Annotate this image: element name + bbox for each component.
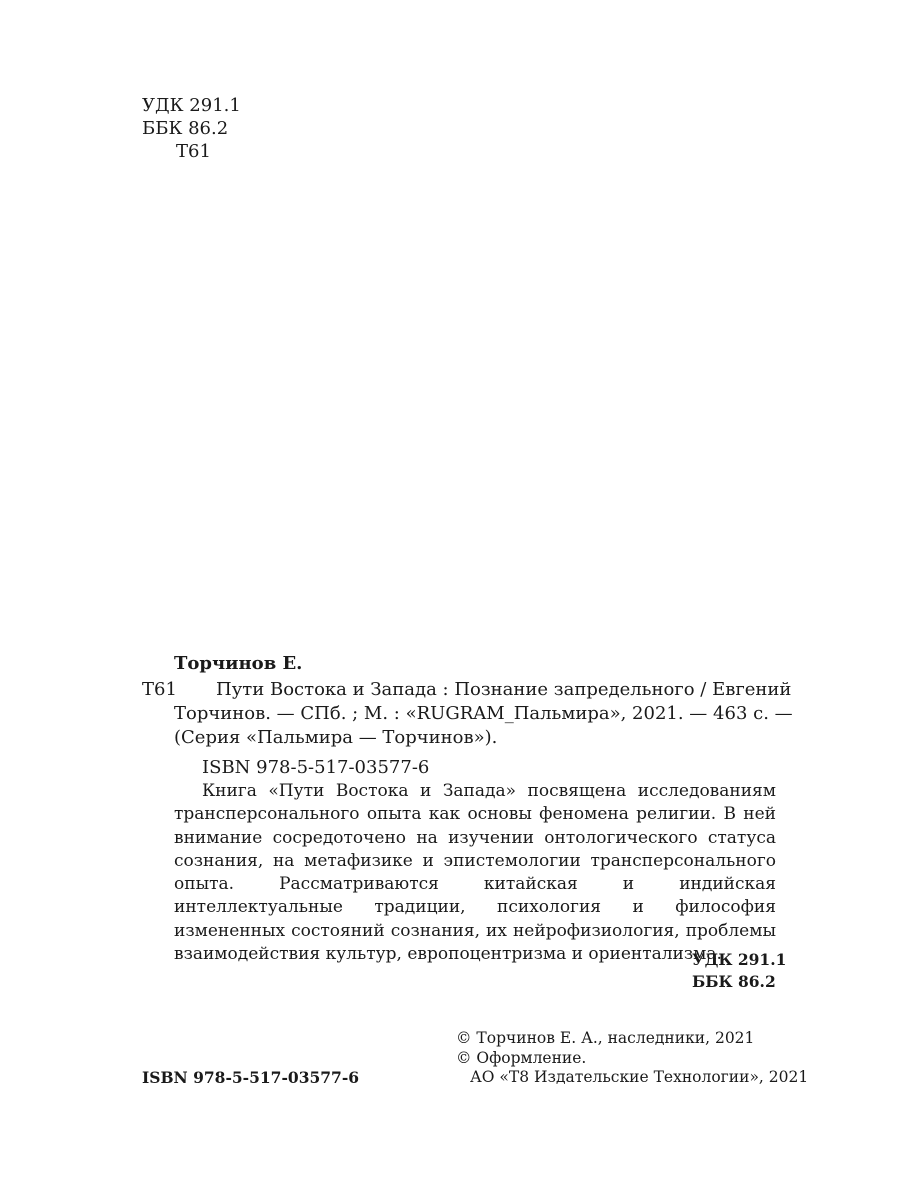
record-isbn: ISBN 978-5-517-03577-6 <box>202 757 430 778</box>
record-title-line-3: (Серия «Пальмира — Торчинов»). <box>174 727 498 748</box>
record-title-line-1: Пути Востока и Запада : Познание запредельного / Евгений <box>216 679 792 700</box>
footer-isbn: ISBN 978-5-517-03577-6 <box>142 1068 360 1087</box>
bbk-code-bottom: ББК 86.2 <box>692 972 776 991</box>
udk-code-top: УДК 291.1 <box>142 95 241 116</box>
udk-code-bottom: УДК 291.1 <box>692 950 787 969</box>
author-mark-top: Т61 <box>176 141 211 162</box>
copyright-author: © Торчинов Е. А., наследники, 2021 <box>456 1029 755 1047</box>
copyright-design: © Оформление. <box>456 1049 587 1067</box>
bbk-code-top: ББК 86.2 <box>142 118 229 139</box>
copyright-publisher: АО «Т8 Издательские Технологии», 2021 <box>470 1068 809 1086</box>
annotation-paragraph: Книга «Пути Востока и Запада» посвящена исследованиям трансперсонального опыта как основы феномена религии. В ней внимание сосредоточено на изучении онтологического статуса сознания, на метафизике и эпистемологии трансперсонального опыта. Рассматриваются китайская и индийская интеллектуальные традиции, психология и философия измененных состояний сознания, их нейрофизиология, проблемы взаимодействия культур, европоцентризма и ориентализма. <box>174 781 776 965</box>
record-author: Торчинов Е. <box>174 653 303 674</box>
record-author-mark: Т61 <box>142 679 177 700</box>
record-title-line-2: Торчинов. — СПб. ; М. : «RUGRAM_Пальмира», 2021. — 463 с. — <box>174 703 793 724</box>
